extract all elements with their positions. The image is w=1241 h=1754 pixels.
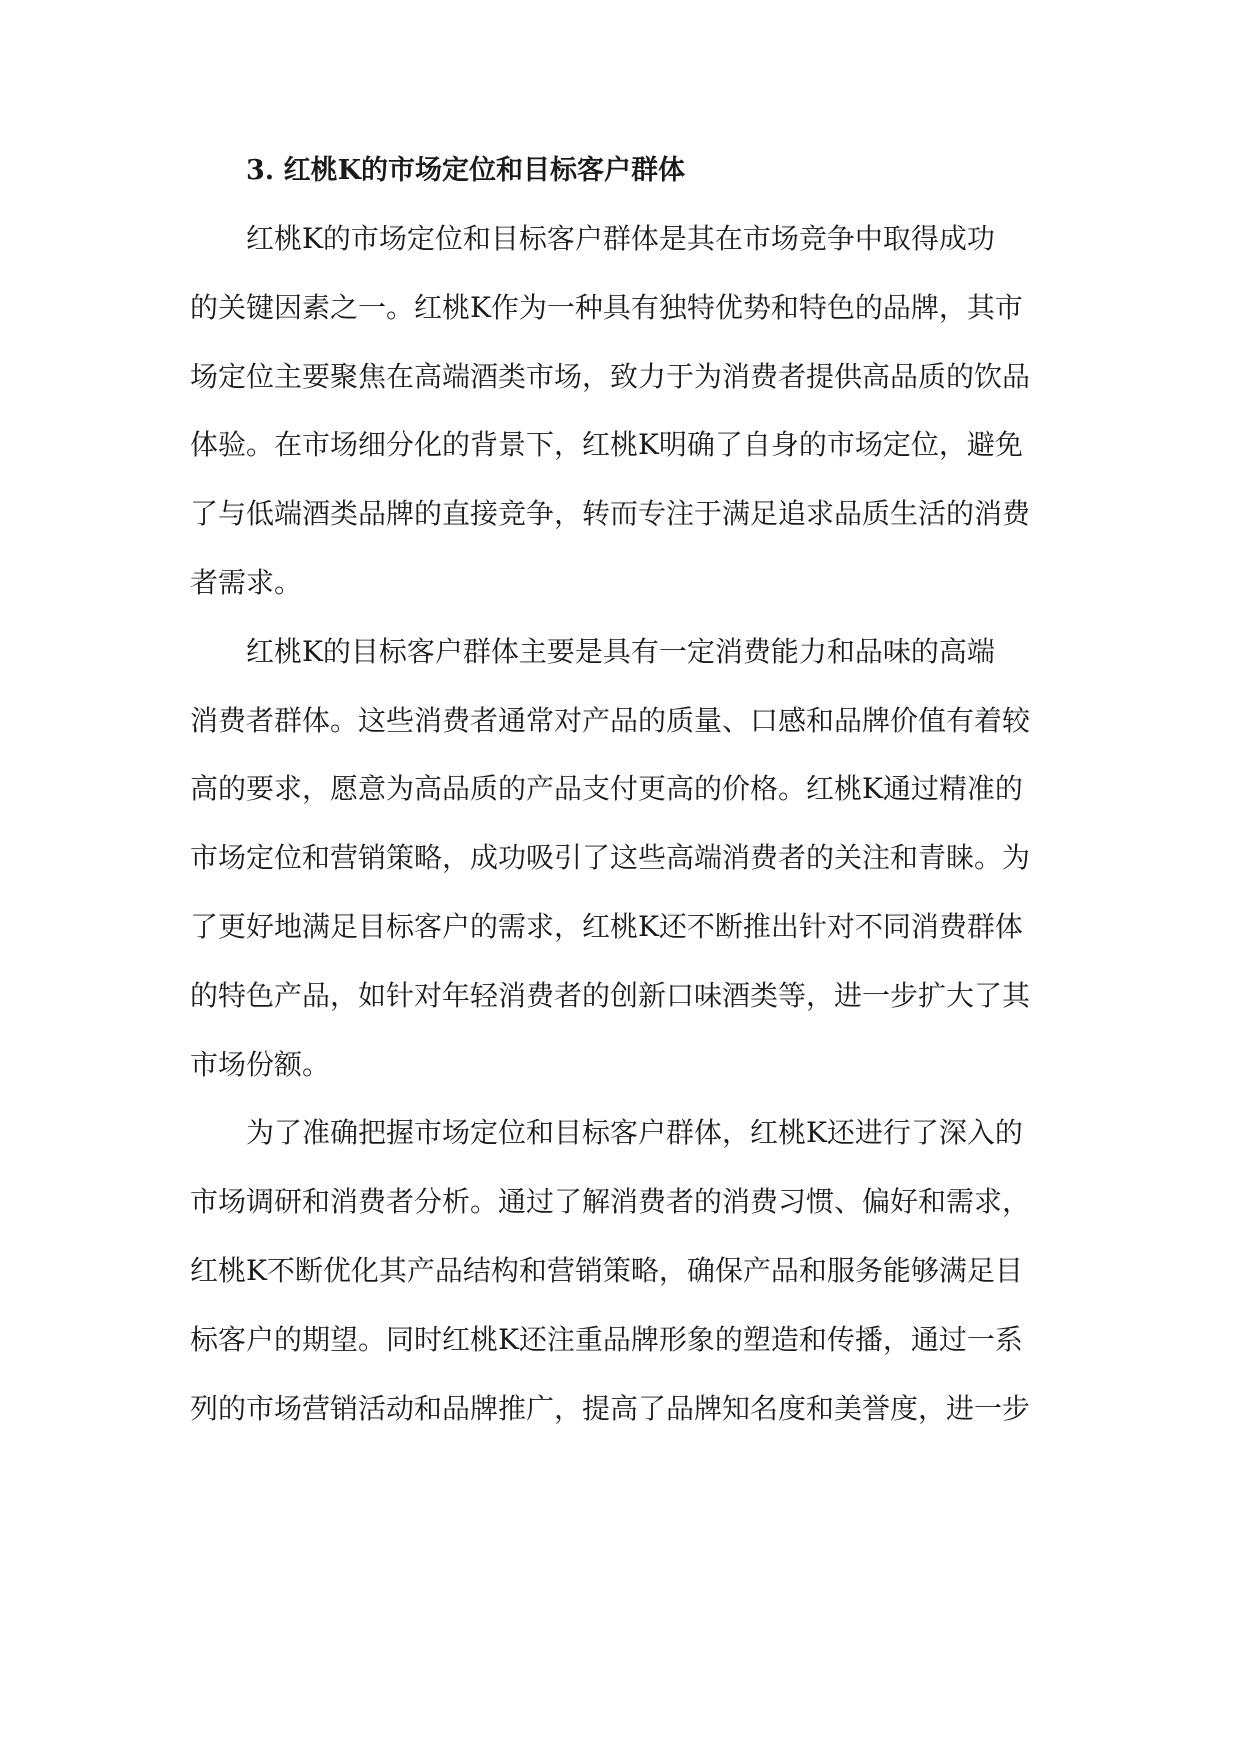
text-line: 高的要求，愿意为高品质的产品支付更高的价格。红桃K通过精准的 bbox=[190, 772, 1023, 805]
text-line: 红桃K的市场定位和目标客户群体是其在市场竞争中取得成功 bbox=[246, 222, 995, 255]
text-line: 的关键因素之一。红桃K作为一种具有独特优势和特色的品牌，其市 bbox=[190, 291, 1023, 324]
text-line: 市场份额。 bbox=[190, 1048, 331, 1081]
text-line: 的特色产品，如针对年轻消费者的创新口味酒类等，进一步扩大了其 bbox=[190, 979, 1031, 1012]
text-line: 为了准确把握市场定位和目标客户群体，红桃K还进行了深入的 bbox=[246, 1116, 1023, 1149]
text-line: 消费者群体。这些消费者通常对产品的质量、口感和品牌价值有着较 bbox=[190, 704, 1031, 737]
text-line: 列的市场营销活动和品牌推广，提高了品牌知名度和美誉度，进一步 bbox=[190, 1392, 1031, 1425]
text-line: 体验。在市场细分化的背景下，红桃K明确了自身的市场定位，避免 bbox=[190, 428, 1023, 461]
text-line: 场定位主要聚焦在高端酒类市场，致力于为消费者提供高品质的饮品 bbox=[190, 360, 1031, 393]
text-line: 标客户的期望。同时红桃K还注重品牌形象的塑造和传播，通过一系 bbox=[190, 1323, 1023, 1356]
section-heading: 3. 红桃K的市场定位和目标客户群体 bbox=[246, 155, 686, 186]
text-line: 者需求。 bbox=[190, 566, 303, 599]
text-line: 了更好地满足目标客户的需求，红桃K还不断推出针对不同消费群体 bbox=[190, 910, 1023, 943]
text-line: 红桃K的目标客户群体主要是具有一定消费能力和品味的高端 bbox=[246, 635, 995, 668]
text-line: 红桃K不断优化其产品结构和营销策略，确保产品和服务能够满足目 bbox=[190, 1254, 1023, 1287]
text-line: 市场定位和营销策略，成功吸引了这些高端消费者的关注和青睐。为 bbox=[190, 841, 1031, 874]
text-line: 市场调研和消费者分析。通过了解消费者的消费习惯、偏好和需求， bbox=[190, 1185, 1031, 1218]
text-line: 了与低端酒类品牌的直接竞争，转而专注于满足追求品质生活的消费 bbox=[190, 497, 1031, 530]
